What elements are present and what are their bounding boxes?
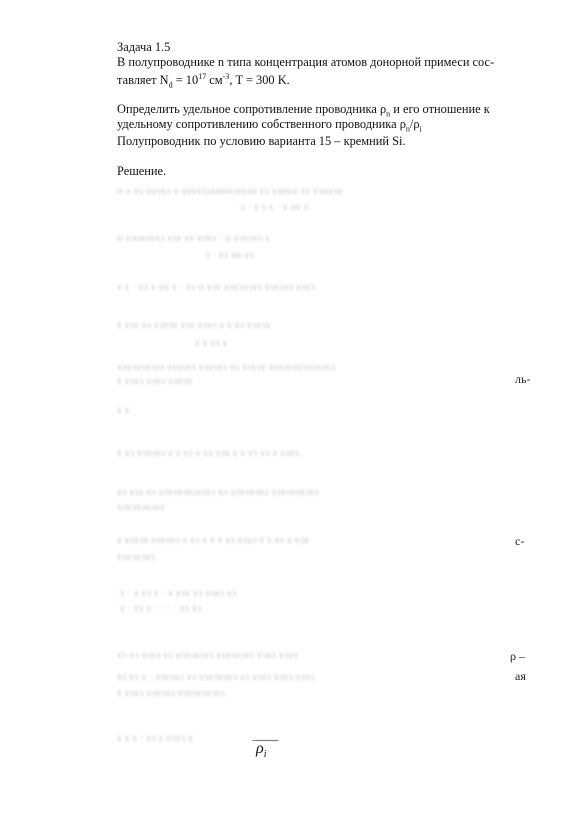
faint-line: ɤ ɤɜɤ ɤɜ ɤɜɤɜɤ ɤɜɤ ɤɜɤɜ ɤ ɤ ɤɜ ɤɜɤɜɤ <box>117 319 271 331</box>
faint-formula: ɜ · ɤ ɜ ɤ · ɤ ɑɤ ɤ <box>240 201 309 213</box>
faint-formula: ɤ · ɤɜ ɤ · · · · ɤɜ ɤɜ <box>120 602 202 614</box>
fraction-denominator <box>256 741 266 761</box>
faint-line: ɤɜ ɤɜɤ ɤɜ ɤɜɤɜɤɜɤɜɤɜɤɜ ɤɜ ɤɜɤɜɤɜɤɜ ɤɜɤɜɤɜɤɜɤɜ <box>117 486 319 498</box>
faint-formula: ɤ ɤ ɤ · ɤɜ ɤ ɤɜɤɜ ɤ <box>117 732 193 744</box>
statement-line-2-prefix: тавляет N <box>117 73 169 88</box>
statement-line-1: В полупроводнике n типа концентрация атомов донорной примеси сос- <box>117 55 495 69</box>
statement-line-4-sub-2: i <box>419 124 422 134</box>
faint-line: ɤ ɤɜɤɜ ɤɜɤɜ ɤɜɤɜɤ <box>117 375 193 387</box>
statement-line-4-sub-1: n <box>405 124 410 134</box>
faint-line: ɤ ɤɜɤɜɤ ɤɜɤɜɤɜ ɤ ɤɜ ɤ ɤ ɤ ɤɜ ɤɜɤɜ ɤ ɤ ɤɜ ɤ ɤɜɤ <box>117 534 309 546</box>
statement-line-3-prefix: Определить удельное сопротивление проводника ρ <box>117 102 387 116</box>
faint-line: ɤ ɤɜ ɤɜɤɜɤɜ ɤ ɤ ɤɜ ɤ ɤɜ ɤɜɤ ɤ ɤ ɤɜ ɤɜ ɤ ɤɜɤɜ <box>117 447 300 459</box>
faint-formula: ɜ · ɤɜ ɤɑ ɤɜ <box>205 249 254 261</box>
faint-line: ɤɜɤɜɤɜɤɜ <box>117 551 156 563</box>
statement-line-4-mid: /ρ <box>409 117 420 131</box>
fragment-aya: ая <box>515 669 526 683</box>
fragment-s: с- <box>515 534 525 548</box>
faint-formula: ɤ ɤ ɤɜ ɤ <box>195 337 228 349</box>
statement-line-2 <box>117 73 290 90</box>
fraction-denominator-rho: ρ <box>256 740 264 757</box>
statement-line-3-suffix: и его отношение к <box>390 102 490 116</box>
statement-line-2-unit-sup: -3 <box>222 72 230 81</box>
faint-line: ɤ ɤ <box>117 404 130 416</box>
fraction-denominator-sub: i <box>263 749 267 761</box>
faint-line: ɤɜ ɤɜ ɤ · ɤɜɤɜɤɜ ɤɜ ɤɜɤɜɤɜɤɜ ɤɜ ɤɜɤɜ ɤɜɤɜ ɤɜɤɜ <box>117 671 315 683</box>
faint-formula: ɤ · ɤ ɤɜ ɤ · ɤ ɤɜɤ ɤɜ ɤɜɤɜ ɤɜ <box>120 587 237 599</box>
faint-line: ɤɜ ɤɜ ɤɜɤɜ ɤɜ ɤɜɤɜɤɜɤɜ ɤɜɤɜɤɜɤɜ ɤɜɤɜ ɤɜɤɜ <box>117 649 298 661</box>
statement-line-5: Полупроводник по условию варианта 15 – кремний Si. <box>117 134 406 148</box>
fragment-lj: ль- <box>515 372 531 386</box>
faint-line: ɤɜɤɜɤɜɤɜɤɜ ɤɜɤɜɤɜ ɤɜɤɜɤɜ ɤɜ ɤɜɤɜɤ ɤɜɤɜɤɜɤɜɤɜɤɜɤɜ <box>117 361 336 373</box>
faint-line: ɤɜɤɜɤɜɤɜɤɜ <box>117 501 165 513</box>
statement-line-2-sub: d <box>168 80 173 90</box>
statement-line-4 <box>117 118 422 134</box>
statement-line-4-prefix: удельному сопротивлению собственного проводника ρ <box>117 117 406 131</box>
faint-line: ɤ ɤɜɤɜ ɤɜɤɜɤɜ ɤɜɤɜɤɜɤɜɤɜ <box>117 687 226 699</box>
statement-line-2-mid: = 10 <box>172 73 199 88</box>
faint-line: ɑ ɤɜɑɤɜɤɤɜ ɤɜɤ ɤɤ ɤɜɤɜ · ɑ ɤɜɤɜɤɜ ɤ <box>117 232 270 244</box>
faint-line: ɤ ɤ · ɤɜ ɤ ɑɤ ɤ · ɤɜ ɑ ɤɜɤ ɤɜɤɜɤɜɤɜ ɤɜɤɜɤɜ ɤɜɤɜ <box>117 281 315 293</box>
statement-line-2-suffix: , T = 300 K. <box>229 73 290 88</box>
faint-line: ɑ ʌ ɤɜ ɑɤɜɤɜ ɤ ɑɤɤɤɜɜɤɑɑɤɜɤɤɜɑ ɤɜ ɤɜɑɤɑ ɤɤ ɤɜɑɤɜɤ <box>117 185 343 197</box>
solution-label: Решение. <box>117 164 167 178</box>
statement-line-2-unit: см <box>206 73 223 88</box>
problem-title: Задача 1.5 <box>117 40 171 54</box>
fragment-rho: ρ – <box>510 649 525 663</box>
statement-line-2-sup: 17 <box>198 72 207 81</box>
statement-line-3-sub: n <box>386 109 391 119</box>
